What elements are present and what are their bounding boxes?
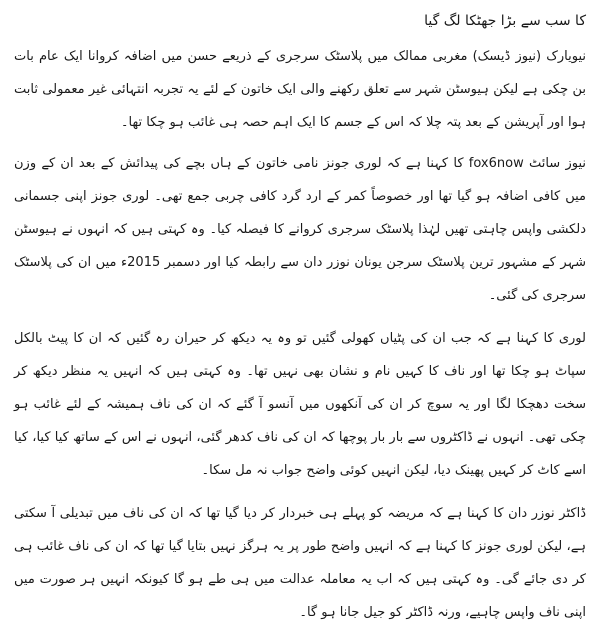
- article-paragraph-3: لوری کا کہنا ہے کہ جب ان کی پٹیاں کھولی گئیں تو وہ یہ دیکھ کر حیران رہ گئیں کہ ان کا پیٹ بالکل سپاٹ ہو چکا تھا اور ناف کا کہیں نام و نشان بھی نہیں تھا۔ وہ کہتی ہیں کہ انہیں یہ منظر دیکھ کر سخت دھچکا لگا اور یہ سوچ کر ان کی آنکھوں میں آنسو آ گئے کہ ان کی ناف ہمیشہ کے لئے غائب ہو چکی تھی۔ انہوں نے ڈاکٹروں سے بار بار پوچھا کہ ان کی ناف کدھر گئی، انہوں نے اس کے ساتھ کیا کیا، کیا اسے کاٹ کر کہیں پھینک دیا، لیکن انہیں کوئی واضح جواب نہ مل سکا۔: [14, 331, 586, 478]
- article-paragraph-4: ڈاکٹر نوزر دان کا کہنا ہے کہ مریضہ کو پہلے ہی خبردار کر دیا گیا تھا کہ ان کی ناف میں تبدیلی آ سکتی ہے، لیکن لوری جونز کا کہنا ہے کہ انہیں واضح طور پر یہ ہرگز نہیں بتایا گیا تھا کہ ان کی ناف غائب ہی کر دی جائے گی۔ وہ کہتی ہیں کہ اب یہ معاملہ عدالت میں ہی طے ہو گا کیونکہ انہیں ہر صورت میں اپنی ناف واپس چاہیے، ورنہ ڈاکٹر کو جیل جانا ہو گا۔: [14, 506, 586, 620]
- article-paragraph-1: نیویارک (نیوز ڈیسک) مغربی ممالک میں پلاسٹک سرجری کے ذریعے حسن میں اضافہ کروانا ایک عام بات بن چکی ہے لیکن ہیوسٹن شہر سے تعلق رکھنے والی ایک خاتون کے لئے یہ تجربہ انتہائی غیر معمولی ثابت ہوا اور آپریشن کے بعد پتہ چلا کہ اس کے جسم کا ایک اہم حصہ ہی غائب ہو چکا تھا۔: [14, 49, 586, 130]
- article-headline: کا سب سے بڑا جھٹکا لگ گیا: [424, 13, 586, 29]
- article-paragraph-2: نیوز سائٹ fox6now کا کہنا ہے کہ لوری جونز نامی خاتون کے ہاں بچے کی پیدائش کے بعد ان کے وزن میں کافی اضافہ ہو گیا تھا اور خصوصاً کمر کے ارد گرد کافی چربی جمع تھی۔ لوری جونز اپنی جسمانی دلکشی واپس چاہتی تھیں لہٰذا پلاسٹک سرجری کروانے کا فیصلہ کیا۔ وہ کہتی ہیں کہ انہوں نے ہیوسٹن شہر کے مشہور ترین پلاسٹک سرجن یونان نوزر دان سے رابطہ کیا اور دسمبر 2015ء میں ان کی پلاسٹک سرجری کی گئی۔: [14, 156, 586, 303]
